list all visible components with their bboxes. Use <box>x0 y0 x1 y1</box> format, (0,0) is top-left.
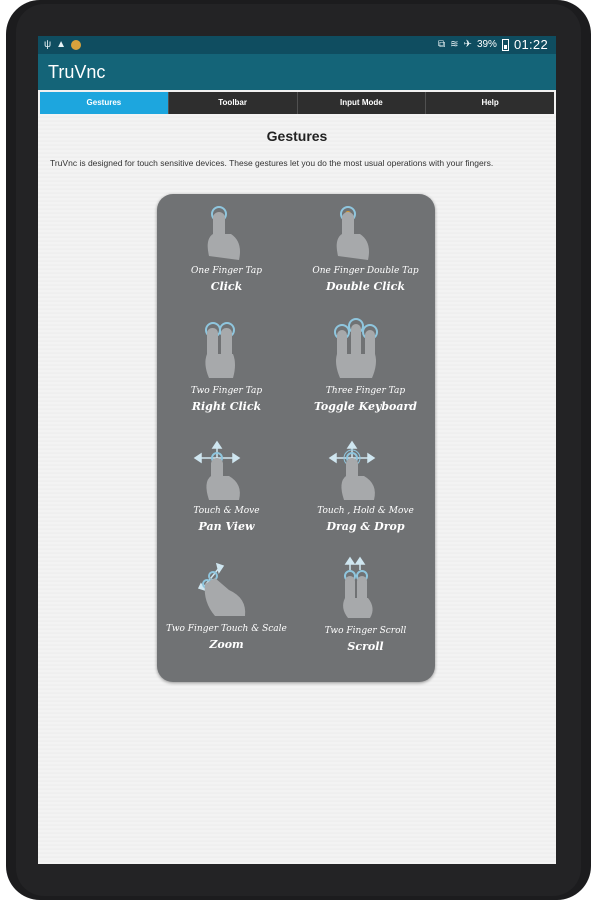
gesture-three-finger-tap <box>296 314 435 434</box>
tab-help[interactable]: Help <box>481 98 499 107</box>
gesture-description: Two Finger Scroll <box>324 626 407 636</box>
gesture-description: Three Finger Tap <box>325 386 406 396</box>
tab-bar <box>40 92 554 114</box>
battery-icon <box>502 39 509 51</box>
app-bar <box>38 54 556 90</box>
gesture-action: Click <box>210 280 243 293</box>
gesture-two-finger-scroll <box>296 554 435 674</box>
gesture-two-finger-tap <box>157 314 296 434</box>
content-area[interactable] <box>38 114 556 864</box>
gesture-action: Pan View <box>198 520 255 533</box>
gesture-description: One Finger Tap <box>191 266 262 276</box>
one-finger-tap-icon <box>157 194 296 314</box>
two-finger-scroll-icon <box>296 554 435 674</box>
status-time: 01:22 <box>513 37 548 52</box>
gesture-action: Double Click <box>325 280 405 293</box>
tab-gestures[interactable]: Gestures <box>40 92 169 114</box>
gesture-card <box>157 194 435 682</box>
gesture-description: Touch & Move <box>193 506 260 516</box>
notification-dot-icon <box>71 40 81 50</box>
app-title: TruVnc <box>48 62 106 82</box>
gesture-action: Right Click <box>191 400 262 413</box>
one-finger-double-tap-icon <box>296 194 435 314</box>
wifi-icon: ≋ <box>450 38 459 50</box>
gesture-touch-hold-move <box>296 434 435 554</box>
gesture-description: One Finger Double Tap <box>312 266 419 276</box>
usb-icon: ψ <box>44 39 52 50</box>
gesture-action: Toggle Keyboard <box>313 400 417 413</box>
battery-percent: 39% <box>476 39 497 50</box>
pinch-zoom-icon <box>157 554 296 674</box>
gesture-action: Scroll <box>347 640 384 653</box>
gesture-one-finger-double-tap <box>296 194 435 314</box>
status-bar <box>38 36 556 54</box>
vibrate-icon: ⧉ <box>438 38 446 50</box>
touch-move-icon <box>157 434 296 554</box>
airplane-icon: ✈ <box>463 38 472 50</box>
page-title: Gestures <box>266 128 328 144</box>
gesture-pinch-zoom <box>157 554 296 674</box>
gesture-touch-move <box>157 434 296 554</box>
gesture-description: Two Finger Touch & Scale <box>166 624 287 634</box>
touch-hold-move-icon <box>296 434 435 554</box>
warning-icon: ▲ <box>56 39 67 50</box>
gesture-description: Two Finger Tap <box>190 386 263 396</box>
gesture-action: Drag & Drop <box>326 520 405 533</box>
screen <box>38 36 556 864</box>
gesture-one-finger-tap <box>157 194 296 314</box>
intro-text: TruVnc is designed for touch sensitive devices. These gestures let you do the most usual operations with your fingers. <box>50 158 494 168</box>
tab-input-mode[interactable]: Input Mode <box>298 92 427 114</box>
gesture-description: Touch , Hold & Move <box>317 506 414 516</box>
tab-toolbar[interactable]: Toolbar <box>169 92 298 114</box>
three-finger-tap-icon <box>296 314 435 434</box>
two-finger-tap-icon <box>157 314 296 434</box>
gesture-action: Zoom <box>209 638 244 651</box>
